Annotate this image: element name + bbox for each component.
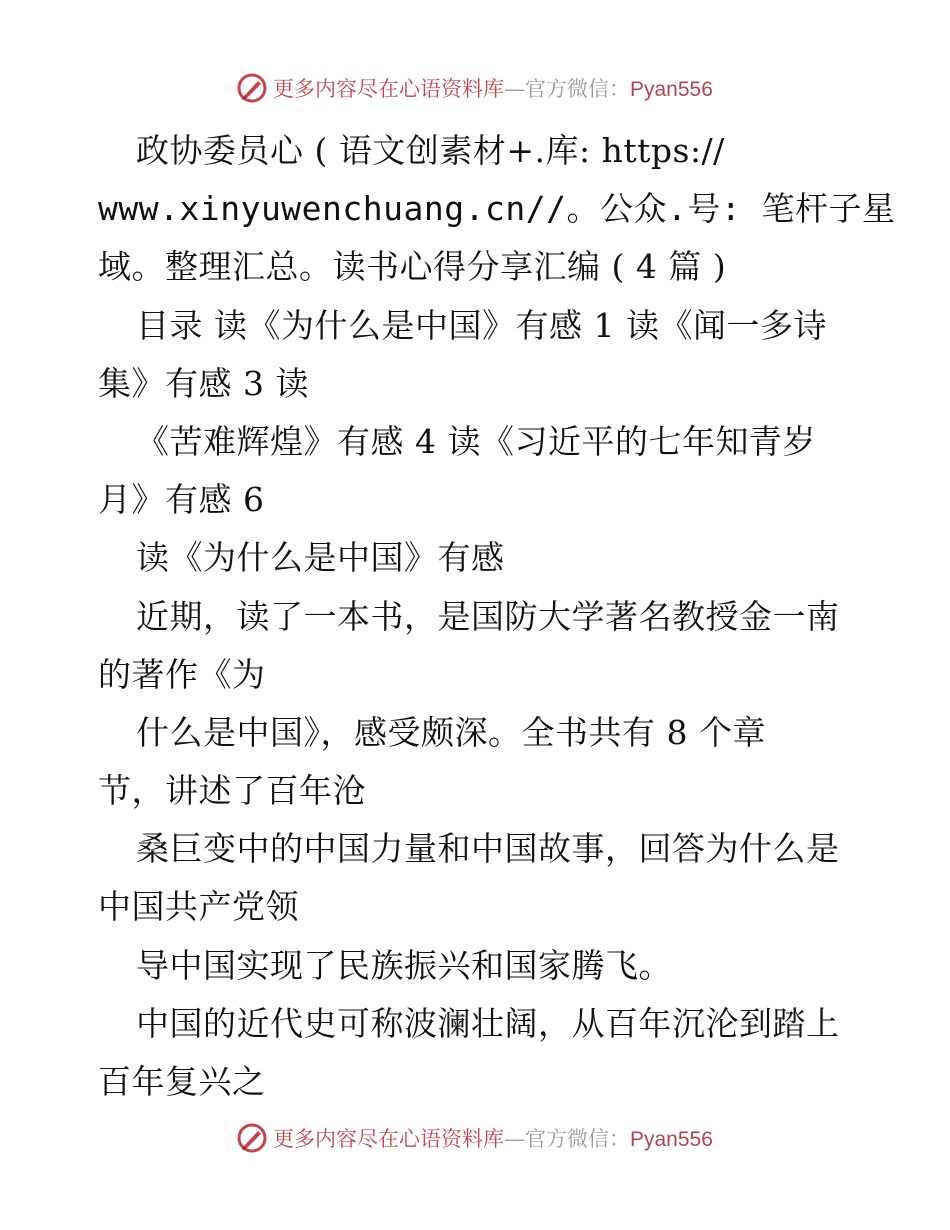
watermark-text bbox=[273, 76, 713, 103]
toc-line-4: 月》有感 6 bbox=[98, 480, 265, 520]
text-line-3: 域。整理汇总。读书心得分享汇编 ( 4 篇 ) bbox=[98, 247, 727, 287]
watermark-label: 官方微信： bbox=[525, 77, 630, 101]
paragraph-line-9: 百年复兴之 bbox=[98, 1062, 266, 1101]
toc-line-3: 《苦难辉煌》有感 4 读《习近平的七年知青岁 bbox=[136, 421, 816, 461]
watermark-label: 官方微信： bbox=[525, 1127, 630, 1151]
paragraph-line-2: 的著作《为 bbox=[98, 654, 266, 694]
paragraph-line-5: 桑巨变中的中国力量和中国故事，回答为什么是 bbox=[136, 829, 840, 869]
paragraph-line-7: 导中国实现了民族振兴和国家腾飞。 bbox=[136, 945, 672, 985]
section-title: 读《为什么是中国》有感 bbox=[136, 538, 505, 578]
toc-line-2: 集》有感 3 读 bbox=[98, 363, 309, 403]
toc-line-1: 目录 读《为什么是中国》有感 1 读《闻一多诗 bbox=[136, 305, 827, 345]
watermark-main: 更多内容尽在心语资料库 bbox=[273, 1127, 504, 1151]
paragraph-line-6: 中国共产党领 bbox=[98, 887, 299, 927]
text-line-2: www.xinyuwenchuang.cn//。公众.号: 笔杆子星 bbox=[98, 189, 896, 229]
watermark-text bbox=[273, 1126, 713, 1153]
watermark-separator: — bbox=[504, 1127, 525, 1151]
paragraph-line-4: 节，讲述了百年沧 bbox=[98, 771, 366, 811]
paragraph-line-1: 近期，读了一本书，是国防大学著名教授金一南 bbox=[136, 596, 840, 636]
paragraph-line-8: 中国的近代史可称波澜壮阔，从百年沉沦到踏上 bbox=[136, 1003, 840, 1043]
footer-watermark bbox=[0, 1120, 950, 1160]
watermark-id: Pyan556 bbox=[630, 78, 713, 101]
document-body bbox=[98, 122, 896, 1111]
watermark-main: 更多内容尽在心语资料库 bbox=[273, 77, 504, 101]
text-line-1: 政协委员心 ( 语文创素材+.库: https:// bbox=[136, 131, 725, 170]
watermark-id: Pyan556 bbox=[630, 1128, 713, 1151]
header-watermark bbox=[0, 70, 950, 110]
paragraph-line-3: 什么是中国》，感受颇深。全书共有 8 个章 bbox=[136, 712, 766, 752]
watermark-separator: — bbox=[504, 77, 525, 101]
pen-logo-icon bbox=[236, 72, 268, 104]
pen-logo-icon bbox=[236, 1122, 268, 1154]
